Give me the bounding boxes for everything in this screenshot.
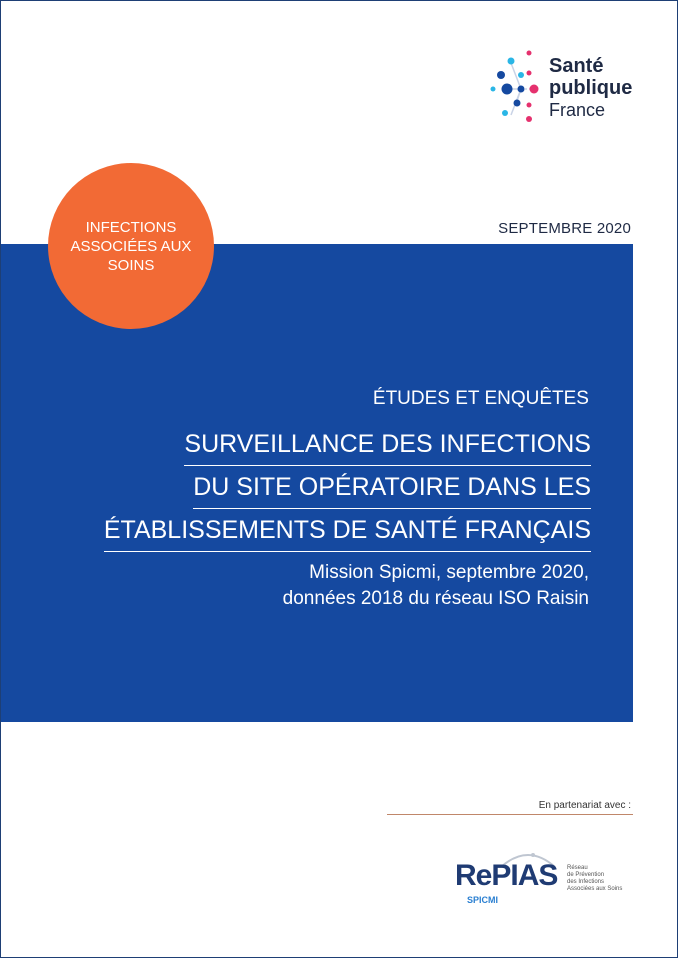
report-subtitle bbox=[89, 560, 589, 612]
title-line-2: DU SITE OPÉRATOIRE DANS LES bbox=[193, 469, 591, 509]
repias-mission: SPICMI bbox=[467, 895, 499, 905]
report-title bbox=[71, 426, 591, 555]
topic-badge-text: INFECTIONS ASSOCIÉES AUX SOINS bbox=[70, 218, 192, 274]
repias-wordmark: RePIAS bbox=[455, 859, 558, 892]
repias-desc-line-1: Réseau bbox=[567, 865, 588, 871]
logo-wordmark bbox=[549, 55, 632, 121]
topic-badge bbox=[48, 163, 214, 329]
logo-line-2: publique bbox=[549, 77, 633, 99]
series-label: ÉTUDES ET ENQUÊTES bbox=[372, 388, 589, 409]
logo-line-3: France bbox=[549, 100, 606, 120]
network-dots-icon bbox=[489, 49, 545, 125]
repias-desc-line-3: des Infections bbox=[567, 879, 605, 885]
title-line-1: SURVEILLANCE DES INFECTIONS bbox=[184, 426, 591, 466]
subtitle-line-1: Mission Spicmi, septembre 2020, bbox=[309, 562, 589, 583]
partner-label: En partenariat avec : bbox=[538, 800, 631, 811]
publication-date: SEPTEMBRE 2020 bbox=[498, 220, 631, 237]
title-line-3: ÉTABLISSEMENTS DE SANTÉ FRANÇAIS bbox=[104, 512, 591, 552]
repias-description bbox=[567, 865, 633, 893]
partner-divider bbox=[387, 814, 633, 815]
repias-logo bbox=[455, 853, 635, 913]
repias-desc-line-2: de Prévention bbox=[567, 872, 605, 878]
sante-publique-france-logo bbox=[489, 49, 649, 129]
logo-line-1: Santé bbox=[549, 55, 604, 77]
subtitle-line-2: données 2018 du réseau ISO Raisin bbox=[282, 588, 589, 609]
repias-desc-line-4: Associées aux Soins bbox=[567, 886, 623, 892]
